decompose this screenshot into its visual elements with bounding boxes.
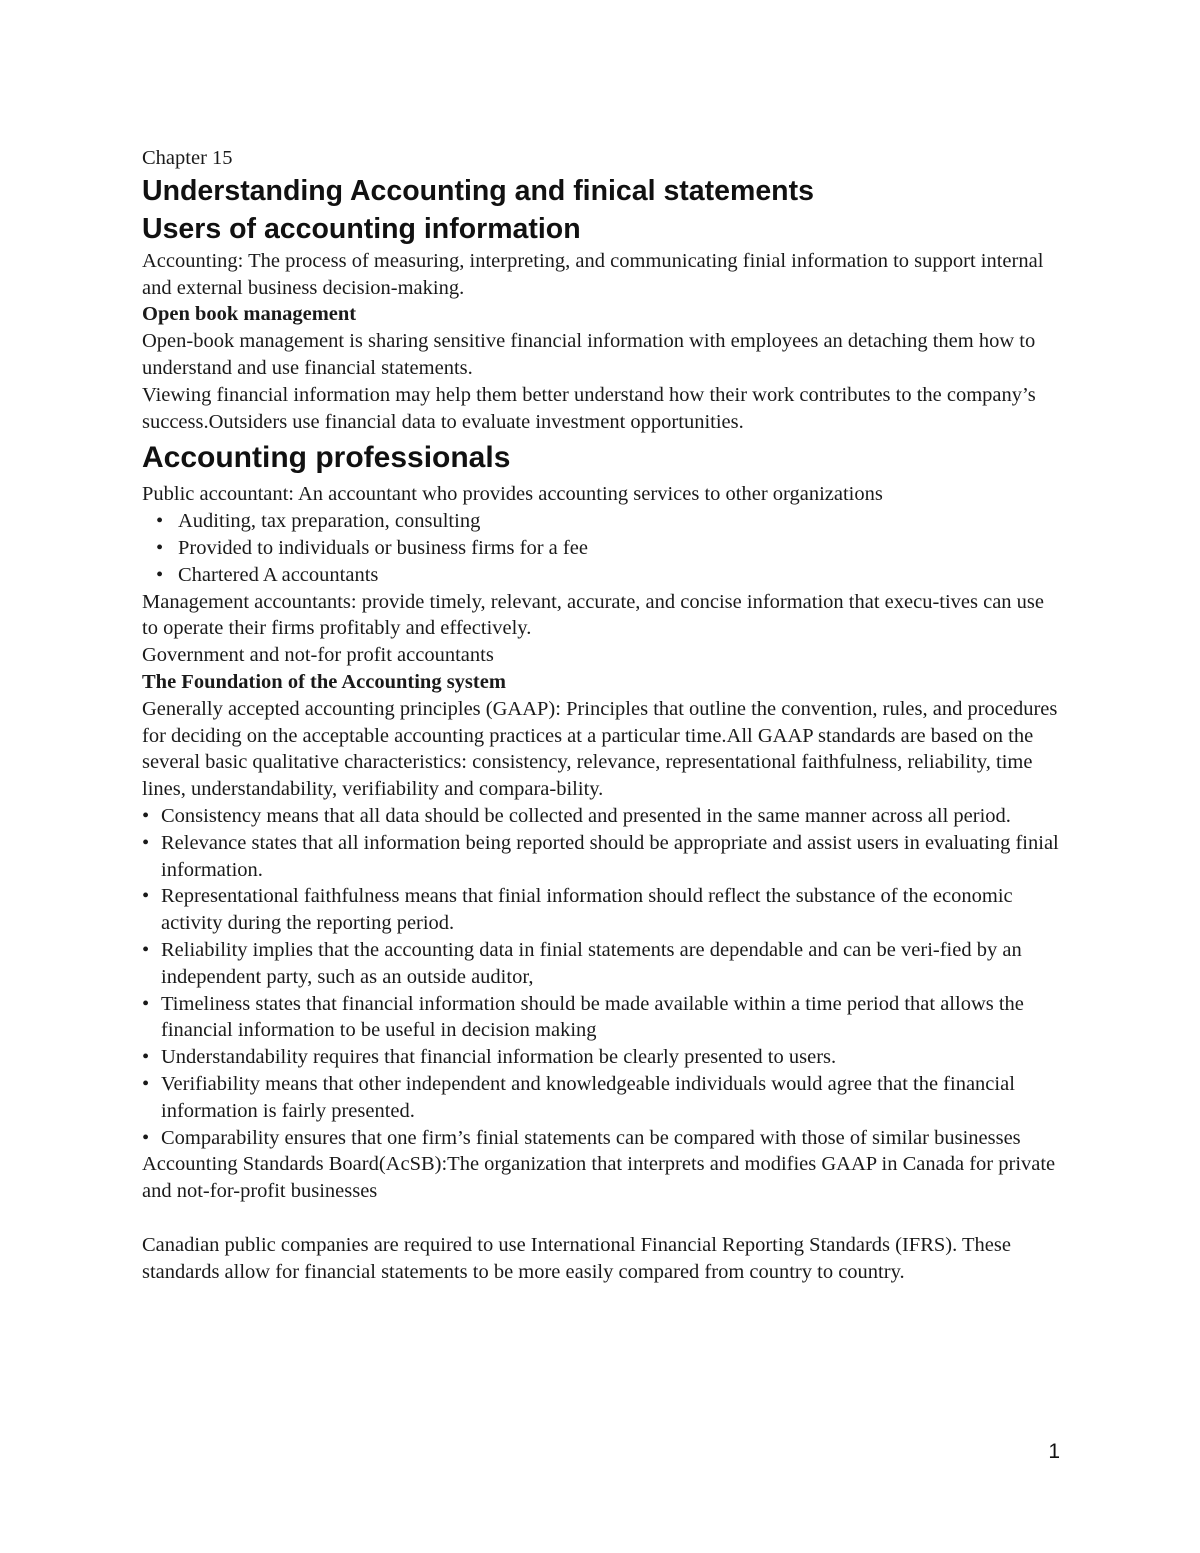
list-item: • Comparability ensures that one firm’s finial statements can be compared with those of similar businesses xyxy=(142,1125,1062,1152)
list-item: • Reliability implies that the accounting data in finial statements are dependable and can be veri-fied by an independent party, such as an outside auditor, xyxy=(142,938,1022,988)
chapter-label: Chapter 15 xyxy=(142,147,233,169)
list-item: • Provided to individuals or business firms for a fee xyxy=(142,535,1062,562)
list-item: • Representational faithfulness means that finial information should reflect the substance of the economic activity during the reporting period. xyxy=(142,885,1013,935)
government-accountants: Government and not-for profit accountants xyxy=(142,644,494,667)
list-item: • Timeliness states that financial information should be made available within a time period that allows the financial information to be useful in decision making xyxy=(142,992,1024,1042)
gaap-definition: Generally accepted accounting principles (GAAP): Principles that outline the convention, rules, and procedures for deciding on the acceptable accounting practices at a particular time.All GAAP standards are based on the several basic qualitative characteristics: consistency, relevance, representational faithfulness, reliability, time lines, understandability, verifiability and compara-bility. xyxy=(142,697,1058,801)
public-accountant-definition: Public accountant: An accountant who provides accounting services to other organizations xyxy=(142,483,883,506)
bullet-icon: • xyxy=(142,804,150,827)
page-number: 1 xyxy=(1048,1440,1060,1463)
document-page xyxy=(142,145,1062,1285)
management-accountants-definition: Management accountants: provide timely, relevant, accurate, and concise information that execu-tives can use to operate their firms profitably and effectively. xyxy=(142,590,1045,640)
public-accountant-list xyxy=(142,508,1062,588)
open-book-paragraph-1: Open-book management is sharing sensitive financial information with employees an detaching them how to understand and use financial statements. xyxy=(142,330,1036,379)
bullet-icon: • xyxy=(142,831,150,854)
bullet-icon: • xyxy=(142,885,150,908)
list-item: • Relevance states that all information being reported should be appropriate and assist users in evaluating finial information. xyxy=(142,831,1059,881)
foundation-heading: The Foundation of the Accounting system xyxy=(142,670,506,693)
gaap-characteristics-list xyxy=(142,803,1062,1151)
bullet-icon: • xyxy=(156,563,164,586)
bullet-icon: • xyxy=(142,992,150,1015)
list-item: • Consistency means that all data should be collected and presented in the same manner across all period. xyxy=(142,803,1062,830)
ifrs-paragraph: Canadian public companies are required to use International Financial Reporting Standards (IFRS). These standards allow for financial statements to be more easily compared from country to country. xyxy=(142,1233,1011,1283)
list-item: • Chartered A accountants xyxy=(142,562,1062,589)
list-item: • Verifiability means that other independent and knowledgeable individuals would agree that the financial information is fairly presented. xyxy=(142,1072,1015,1122)
bullet-icon: • xyxy=(142,938,150,961)
accounting-definition: Accounting: The process of measuring, interpreting, and communicating finial information to support internal and external business decision-making. xyxy=(142,249,1044,299)
list-item: • Understandability requires that financial information be clearly presented to users. xyxy=(142,1044,1062,1071)
bullet-icon: • xyxy=(142,1046,150,1069)
bullet-icon: • xyxy=(156,536,164,559)
section-heading-professionals: Accounting professionals xyxy=(142,441,511,475)
bullet-icon: • xyxy=(142,1072,150,1095)
open-book-heading: Open book management xyxy=(142,303,357,326)
open-book-paragraph-2: Viewing financial information may help them better understand how their work contributes to the company’s success.Outsiders use financial data to evaluate investment opportunities. xyxy=(142,383,1036,433)
paragraph-spacer xyxy=(142,1205,1062,1232)
bullet-icon: • xyxy=(156,510,164,533)
page-title: Understanding Accounting and finical statements xyxy=(142,174,814,207)
section-heading-users: Users of accounting information xyxy=(142,212,581,245)
acsb-definition: Accounting Standards Board(AcSB):The organization that interprets and modifies GAAP in Canada for private and not-for-profit businesses xyxy=(142,1153,1056,1203)
list-item: • Auditing, tax preparation, consulting xyxy=(142,508,1062,535)
bullet-icon: • xyxy=(142,1126,150,1149)
